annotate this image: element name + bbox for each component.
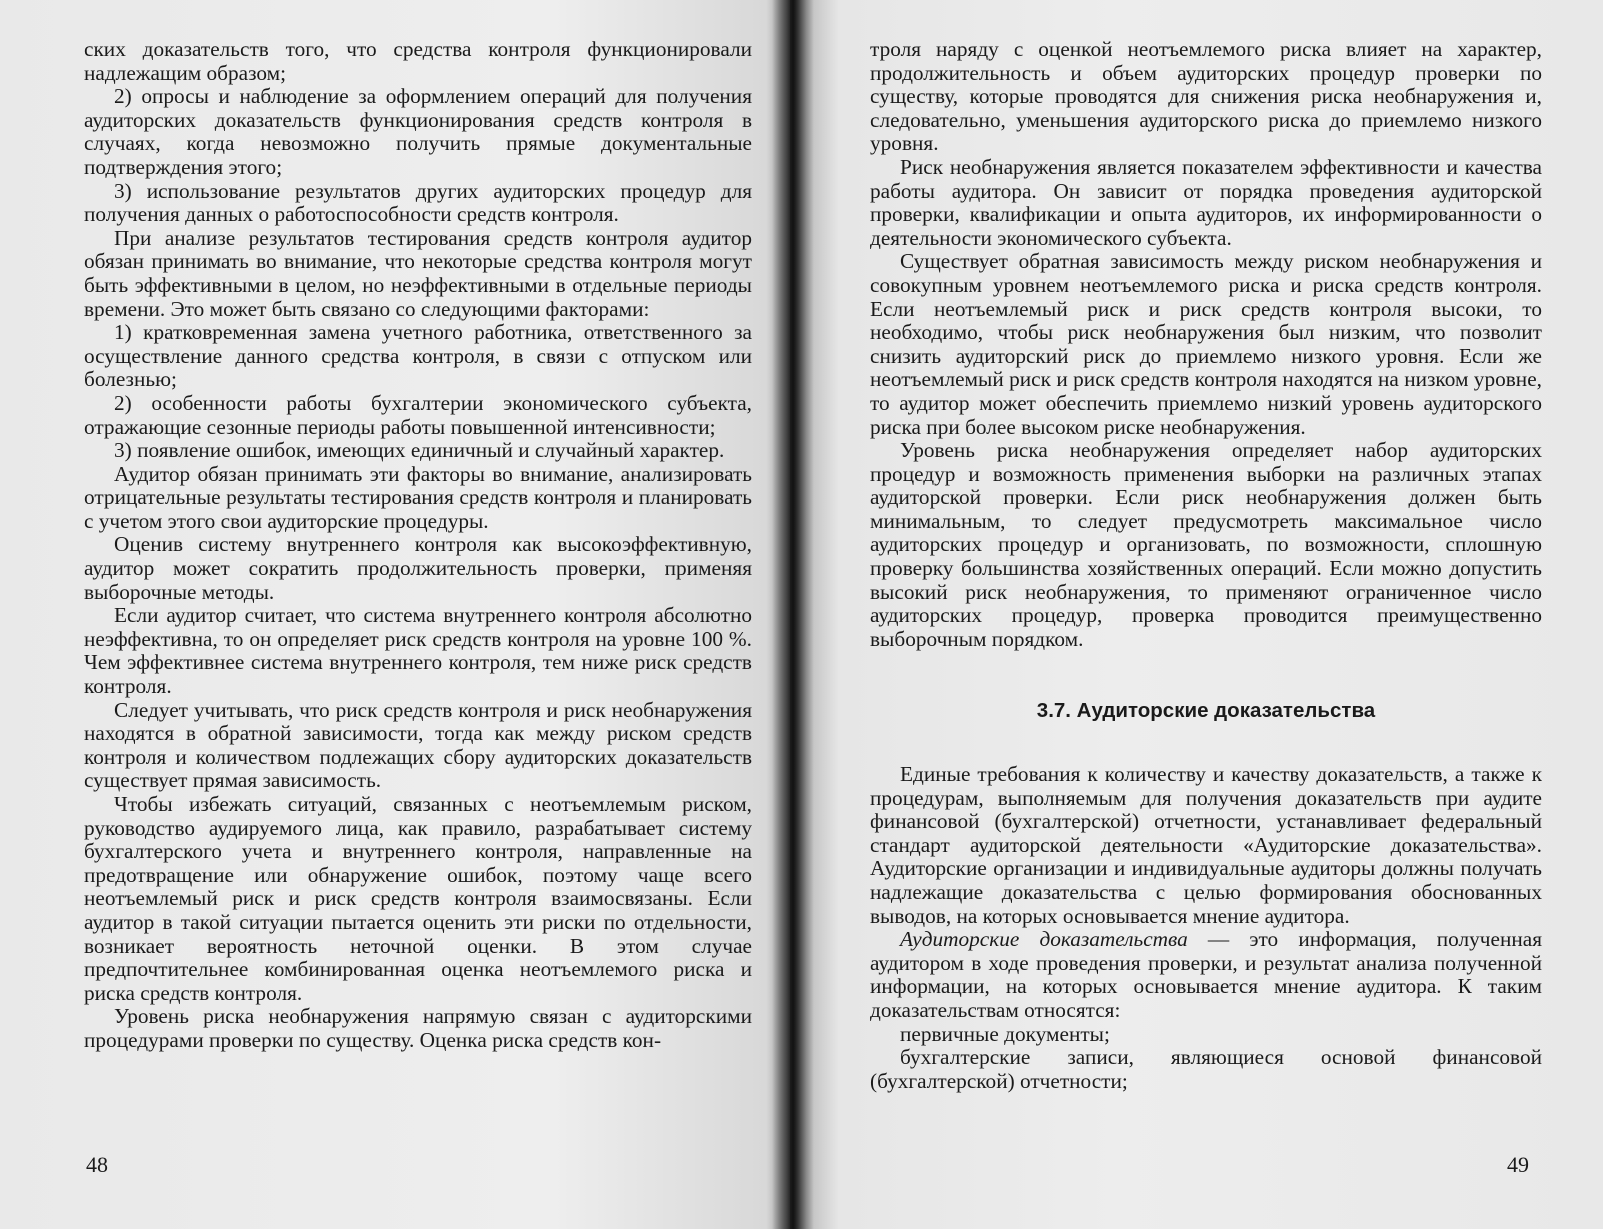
paragraph: Если аудитор считает, что система внутреннего контроля абсолютно неэффективна, то он определяет риск средств контроля на уровне 100 %. Чем эффективнее система внутреннего контроля, тем ниже риск средств контроля. <box>84 603 752 699</box>
section-heading: 3.7. Аудиторские доказательства <box>1036 699 1376 723</box>
left-page <box>0 0 790 1229</box>
paragraph: Существует обратная зависимость между риском необнаружения и совокупным уровнем неотъемлемого риска и риска средств контроля. Если неотъемлемый риск и риск средств контроля высоки, то необходимо, чтобы риск необнаружения был низким, что позволит снизить аудиторский риск до приемлемо низкого уровня. Если же неотъемлемый риск и риск средств контроля находятся на низком уровне, то аудитор может обеспечить приемлемо низкий уровень аудиторского риска при более высоком риске необнаружения. <box>870 249 1542 439</box>
paragraph: Единые требования к количеству и качеству доказательств, а также к процедурам, выполняемым для получения доказательств при аудите финансовой (бухгалтерской) отчетности, устанавливает федеральный стандарт аудиторской деятельности «Аудиторские доказательства». Аудиторские организации и индивидуальные аудиторы должны получать надлежащие доказательства с целью формирования обоснованных выводов, на которых основывается мнение аудитора. <box>870 762 1542 928</box>
paragraph: Следует учитывать, что риск средств контроля и риск необнаружения находятся в обратной зависимости, тогда как между риском средств контроля и количеством подлежащих сбору аудиторских доказательств существует прямая зависимость. <box>84 697 752 793</box>
right-page <box>790 0 1603 1229</box>
paragraph: Чтобы избежать ситуаций, связанных с неотъемлемым риском, руководство аудируемого лица, как правило, разрабатывает систему бухгалтерского учета и внутреннего контроля, направленные на предотвращение или обнаружение ошибок, поэтому чаще всего неотъемлемый риск и риск средств контроля взаимосвязаны. Если аудитор в такой ситуации пытается оценить эти риски по отдельности, возникает вероятность неточной оценки. В этом случае предпочтительнее комбинированная оценка неотъемлемого риска и риска средств контроля. <box>84 792 752 1005</box>
paragraph: Риск необнаружения является показателем эффективности и качества работы аудитора. Он зависит от порядка проведения аудиторской проверки, квалификации и опыта аудиторов, их информированности о деятельности экономического субъекта. <box>870 154 1542 250</box>
paragraph: 3) появление ошибок, имеющих единичный и случайный характер. <box>114 438 725 463</box>
paragraph: Аудитор обязан принимать эти факторы во внимание, анализировать отрицательные результаты тестирования средств контроля и планировать с учетом этого свои аудиторские процедуры. <box>84 461 752 533</box>
paragraph: При анализе результатов тестирования средств контроля аудитор обязан принимать во внимание, что некоторые средства контроля могут быть эффективными в целом, но неэффективными в отдельные периоды времени. Это может быть связано со следующими факторами: <box>84 225 752 321</box>
paragraph: 1) кратковременная замена учетного работника, ответственного за осуществление данного средства контроля, в связи с отпуском или болезнью; <box>84 320 752 392</box>
list-item: бухгалтерские записи, являющиеся основой финансовой (бухгалтерской) отчетности; <box>870 1045 1542 1093</box>
paragraph: 3) использование результатов других аудиторских процедур для получения данных о работоспособности средств контроля. <box>84 178 752 227</box>
paragraph: Оценив систему внутреннего контроля как высокоэффективную, аудитор может сократить продолжительность проверки, применяя выборочные методы. <box>84 532 752 604</box>
paragraph: Уровень риска необнаружения определяет набор аудиторских процедур и возможность применения выборки на различных этапах аудиторской проверки. Если риск необнаружения должен быть минимальным, то следует предусмотреть максимальное число аудиторских процедур и организовать, по возможности, сплошную проверку большинства хозяйственных операций. Если можно допустить высокий риск необнаружения, то применяют ограниченное число аудиторских процедур, проверка проводится преимущественно выборочным порядком. <box>870 438 1542 651</box>
paragraph: 2) опросы и наблюдение за оформлением операций для получения аудиторских доказательств функционирования средств контроля в случаях, когда невозможно получить прямые документальные подтверждения этого; <box>84 84 752 179</box>
right-page-text <box>870 38 1542 1093</box>
book-gutter-shadow <box>772 0 814 1229</box>
paragraph: 2) особенности работы бухгалтерии экономического субъекта, отражающие сезонные периоды работы повышенной интенсивности; <box>84 390 752 439</box>
definition-term: Аудиторские доказательства <box>900 927 1188 952</box>
paragraph: Уровень риска необнаружения напрямую связан с аудиторскими процедурами проверки по существу. Оценка риска средств кон- <box>84 1004 752 1052</box>
definition-text: — это информация, полученная аудитором в ходе проведения проверки, и результат анализа полученной информации, на которых основывается мнение аудитора. К таким доказательствам относятся: <box>870 927 1542 1022</box>
page-number: 48 <box>86 1152 108 1177</box>
definition-paragraph <box>870 928 1542 1022</box>
list-item: первичные документы; <box>900 1021 1110 1046</box>
paragraph: троля наряду с оценкой неотъемлемого риска влияет на характер, продолжительность и объем аудиторских процедур проверки по существу, которые проводятся для снижения риска необнаружения и, следовательно, уменьшения аудиторского риска до приемлемо низкого уровня. <box>870 37 1542 156</box>
left-page-text <box>84 38 752 1053</box>
paragraph: ских доказательств того, что средства контроля функционировали надлежащим образом; <box>84 37 752 85</box>
page-number: 49 <box>1507 1152 1529 1177</box>
